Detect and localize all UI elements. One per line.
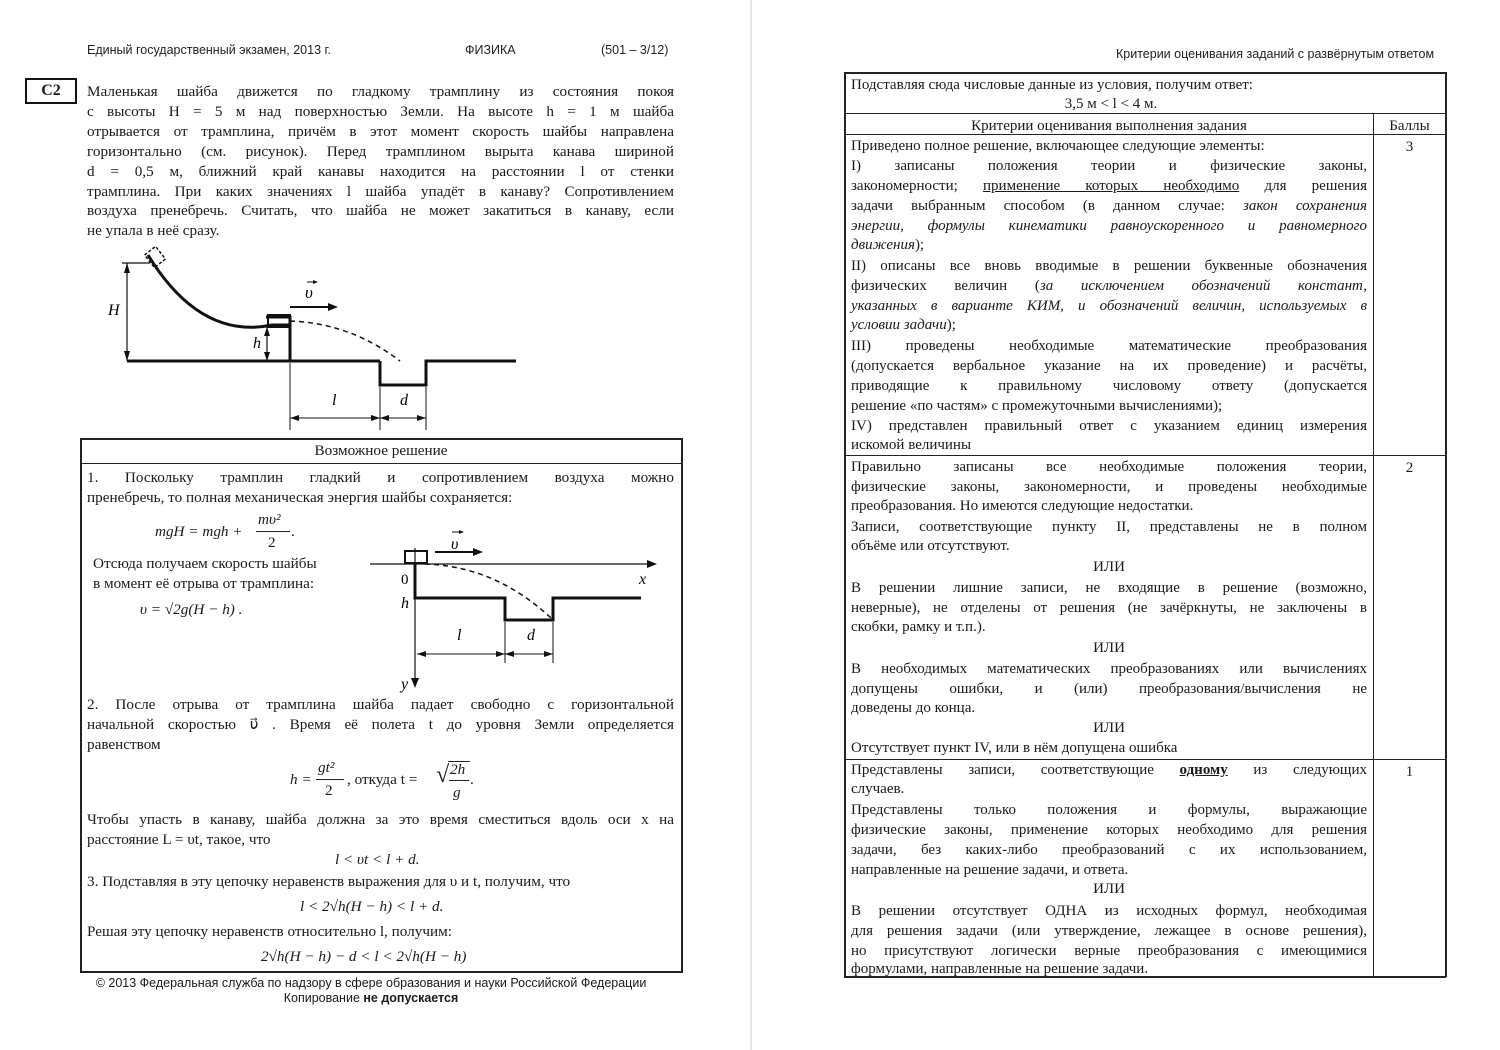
fig2-label-zero: 0 [401,572,409,588]
problem-line: не упала в неё сразу. [87,222,220,239]
column-criteria: Критерии оценивания выполнения задания [971,118,1247,134]
answer-value: 3,5 м < l < 4 м. [1064,96,1158,112]
footer-copyright: © 2013 Федеральная служба по надзору в сфере образования и науки Российской Федерации [95,976,647,990]
problem-line: Маленькая шайба движется по гладкому трамплину из состояния покоя [87,83,674,100]
speed-equation: υ = √2g(H − h) . [140,601,243,618]
fig2-label-h: h [401,595,409,612]
label-d: d [400,392,408,409]
problem-line: с высоты H = 5 м над поверхностью Земли. На высоте h = 1 м шайба [87,103,674,120]
solution-title: Возможное решение [314,442,448,459]
eq1-den: 2 [268,534,276,551]
problem-line: горизонтально (см. рисунок). Перед трамплином вырыта канава шириной [87,143,674,160]
ramp-figure [100,245,530,435]
subject-header: ФИЗИКА [465,43,516,57]
fig2-label-x: x [639,571,647,588]
footer-copying: Копирование не допускается [283,991,459,1005]
coordinate-figure [365,518,665,693]
label-h: h [253,335,261,352]
label-H: H [108,302,120,319]
problem-line: d = 0,5 м, ближний край канавы находится на расстоянии l от стенки [87,163,674,180]
inequality-1: l < υt < l + d. [335,851,420,868]
answer-line: Подставляя сюда числовые данные из условия, получим ответ: [851,77,1253,93]
task-label: С2 [25,78,77,104]
problem-line: отрывается от трамплина, причём в этот момент скорость шайбы направлена [87,123,674,140]
step2-line: равенством [87,736,161,753]
score-2: 2 [1405,460,1414,476]
step2-line: начальной скоростью υ⃗ . Время её полета t до уровня Земли определяется [87,716,674,733]
fig2-label-y: y [401,676,409,693]
step1-line: пренебречь, то полная механическая энергия шайбы сохраняется: [87,489,513,506]
eq1-num: mυ² [258,511,281,528]
label-v: υ [305,283,313,302]
fig2-label-l: l [457,627,462,644]
criteria-header: Критерии оценивания заданий с развёрнутым ответом [1116,47,1435,61]
speed-line: Отсюда получаем скорость шайбы [93,555,317,572]
fig2-label-v: υ [451,536,459,553]
step2-line: 2. После отрыва от трамплина шайба падает свободно с горизонтальной [87,696,674,713]
inequality-3: 2√h(H − h) − d < l < 2√h(H − h) [261,948,467,965]
fig2-label-d: d [527,627,535,644]
problem-line: воздуха пренебречь. Считать, что шайба не может закатиться в канаву, если [87,202,674,219]
step3-line: 3. Подставляя в эту цепочку неравенств выражения для υ и t, получим, что [87,873,571,890]
score-1: 1 [1405,764,1414,780]
inequality-2: l < 2√h(H − h) < l + d. [300,898,444,915]
page-separator [750,0,752,1050]
problem-line: трамплина. При каких значениях l шайба упадёт в канаву? Сопротивлением [87,183,674,200]
step3b-line: Решая эту цепочку неравенств относительно l, получим: [87,923,452,940]
step2b-line: расстояние L = υt, такое, что [87,831,271,848]
column-points: Баллы [1389,118,1430,134]
step1-line: 1. Поскольку трамплин гладкий и сопротивлением воздуха можно [87,469,674,486]
step2b-line: Чтобы упасть в канаву, шайба должна за это время сместиться вдоль оси x на [87,811,674,828]
score-3: 3 [1405,139,1414,155]
code-header: (501 – 3/12) [601,43,669,57]
exam-header: Единый государственный экзамен, 2013 г. [87,43,332,57]
speed-line: в момент её отрыва от трамплина: [93,575,315,592]
label-l: l [332,392,337,409]
eq1-lhs: mgH = mgh + [155,523,243,540]
